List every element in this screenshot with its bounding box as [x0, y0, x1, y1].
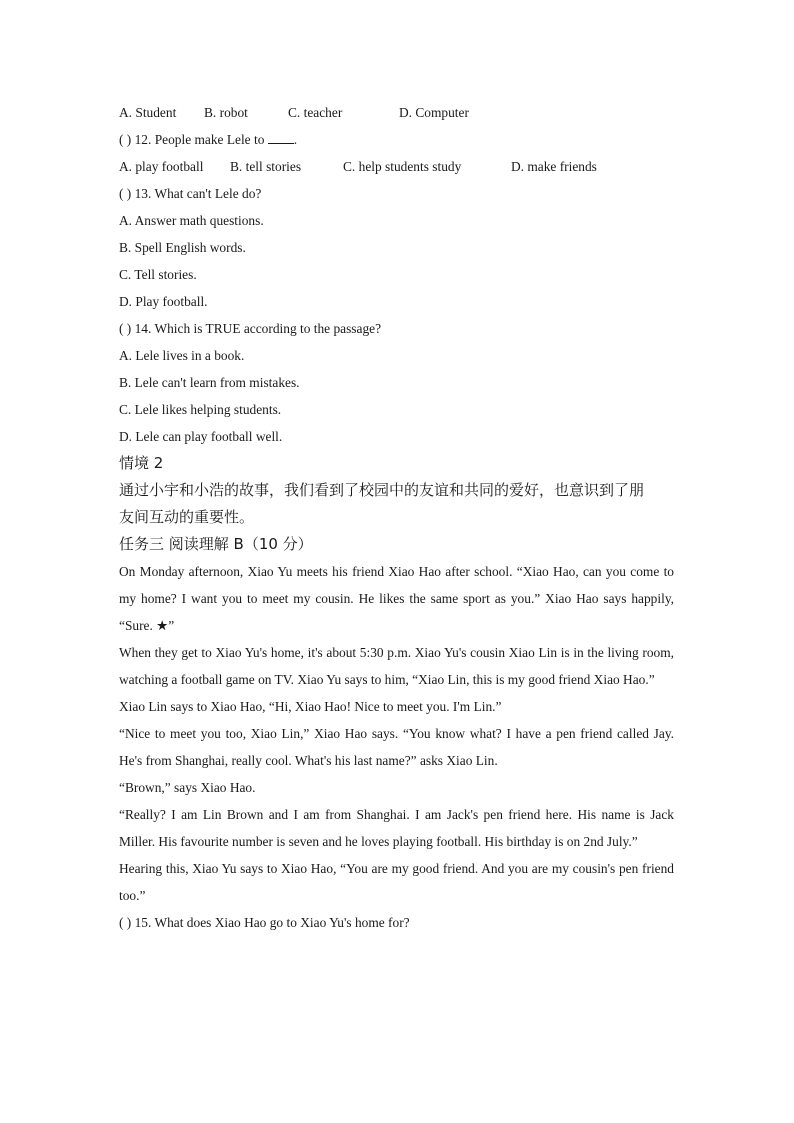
q11-option-c: C. teacher: [288, 105, 343, 120]
q14-option-c: C. Lele likes helping students.: [119, 402, 282, 417]
q12-option-b: B. tell stories: [230, 159, 302, 174]
scene-2-intro-line-1: 通过小宇和小浩的故事，我们看到了校园中的友谊和共同的爱好，也意识到了朋: [119, 481, 645, 499]
q13-option-d: D. Play football.: [119, 294, 208, 309]
q11-option-d: D. Computer: [399, 105, 469, 120]
q12-stem: [119, 126, 674, 153]
q11-option-b: B. robot: [204, 105, 248, 120]
q13-option-a: A. Answer math questions.: [119, 213, 264, 228]
passage-paragraph-5: “Brown,” says Xiao Hao.: [119, 780, 256, 795]
q14-option-d: D. Lele can play football well.: [119, 429, 283, 444]
q11-options: [119, 99, 674, 126]
q15-stem: ( ) 15. What does Xiao Hao go to Xiao Yu's home for?: [119, 915, 410, 930]
q12-option-a: A. play football: [119, 159, 204, 174]
q13-option-c: C. Tell stories.: [119, 267, 197, 282]
q12-option-d: D. make friends: [511, 159, 597, 174]
q14-option-a: A. Lele lives in a book.: [119, 348, 245, 363]
q12-option-c: C. help students study: [343, 159, 462, 174]
q14-option-b: B. Lele can't learn from mistakes.: [119, 375, 300, 390]
scene-2-title: 情境 2: [119, 454, 164, 472]
worksheet-page: [119, 99, 674, 936]
passage-paragraph-7: Hearing this, Xiao Yu says to Xiao Hao, “You are my good friend. And you are my cousin's pen friend too.”: [119, 861, 674, 903]
passage-paragraph-4: “Nice to meet you too, Xiao Lin,” Xiao Hao says. “You know what? I have a pen friend called Jay. He's from Shanghai, really cool. What's his last name?” asks Xiao Lin.: [119, 726, 674, 768]
scene-2-intro-line-2: 友间互动的重要性。: [119, 508, 255, 526]
task-3-heading: 任务三 阅读理解 B（10 分）: [119, 535, 313, 553]
q13-stem: ( ) 13. What can't Lele do?: [119, 186, 262, 201]
q14-stem: ( ) 14. Which is TRUE according to the passage?: [119, 321, 382, 336]
passage-paragraph-3: Xiao Lin says to Xiao Hao, “Hi, Xiao Hao! Nice to meet you. I'm Lin.”: [119, 699, 502, 714]
passage-paragraph-2: When they get to Xiao Yu's home, it's about 5:30 p.m. Xiao Yu's cousin Xiao Lin is in the living room, watching a football game on TV. Xiao Yu says to him, “Xiao Lin, this is my good friend Xiao Hao.”: [119, 645, 674, 687]
q11-option-a: A. Student: [119, 105, 177, 120]
passage-paragraph-6: “Really? I am Lin Brown and I am from Shanghai. I am Jack's pen friend here. His name is Jack Miller. His favourite number is seven and he loves playing football. His birthday is on 2nd July.”: [119, 807, 674, 849]
q12-blank: [268, 131, 294, 144]
q13-option-b: B. Spell English words.: [119, 240, 246, 255]
q12-stem-end: .: [293, 132, 298, 147]
q12-stem-text: ( ) 12. People make Lele to: [119, 132, 268, 147]
passage-paragraph-1: On Monday afternoon, Xiao Yu meets his friend Xiao Hao after school. “Xiao Hao, can you come to my home? I want you to meet my cousin. He likes the same sport as you.” Xiao Hao says happily, “Sure. ★”: [119, 564, 674, 633]
q12-options: [119, 153, 674, 180]
